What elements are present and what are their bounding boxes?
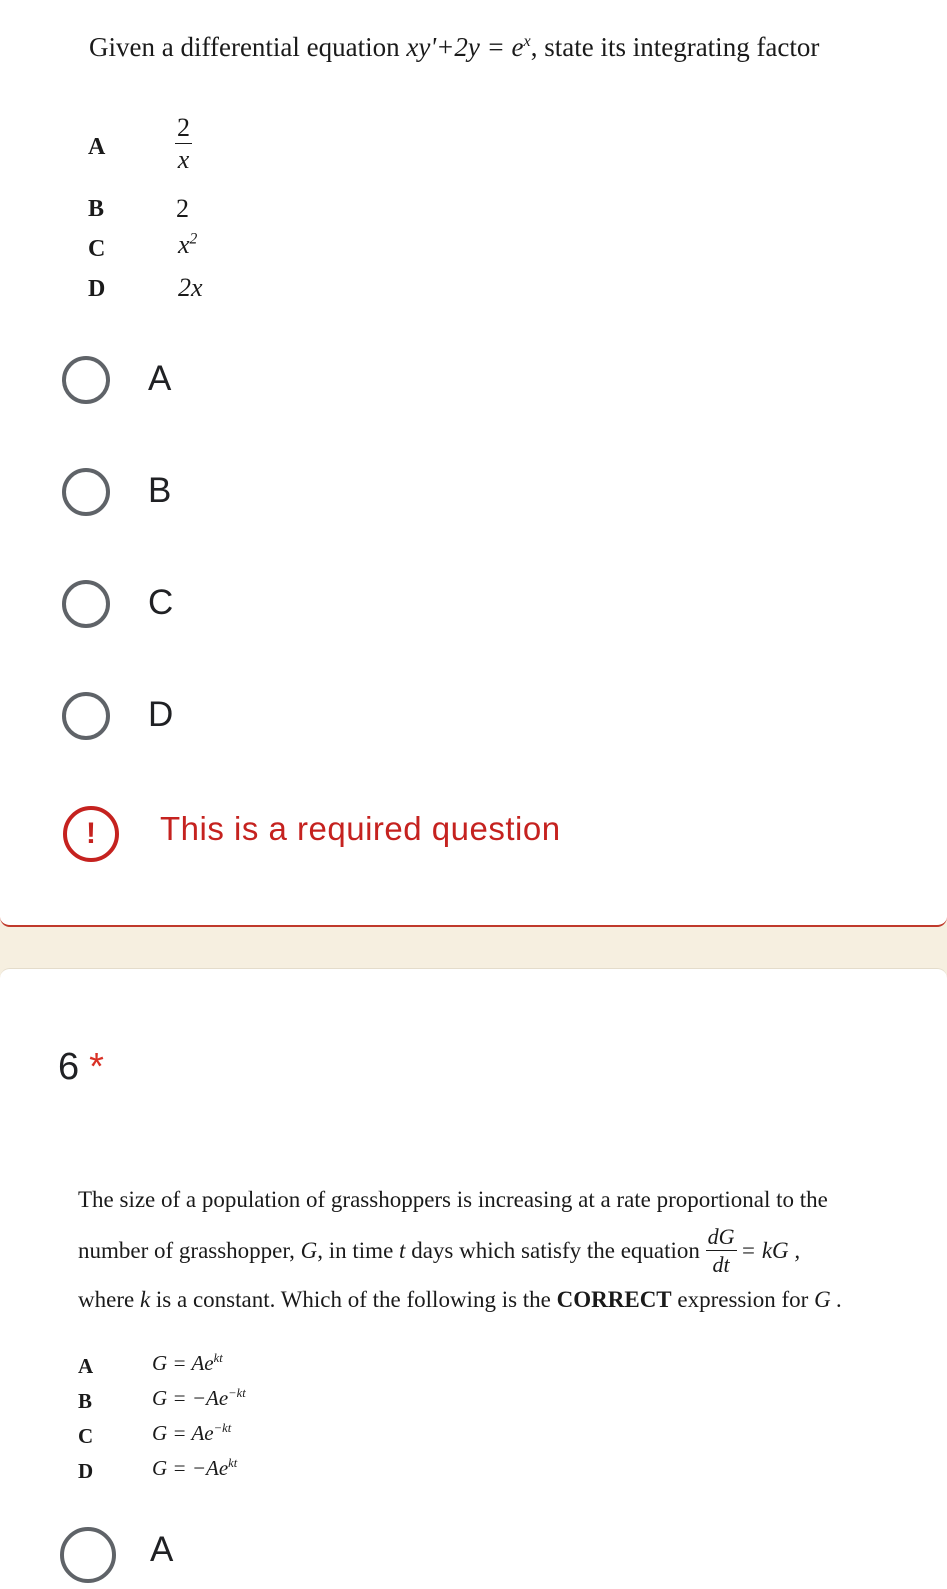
stem-text-after: , state its integrating factor xyxy=(530,32,820,62)
radio-b[interactable] xyxy=(62,468,110,516)
equation: $xy'+2y = e^x$ xyxy=(406,32,531,62)
q6-option-d-expr: $G = -Ae^{kt}$ xyxy=(152,1456,238,1480)
question-5-stem xyxy=(89,32,819,63)
option-b-letter: B xyxy=(88,196,105,222)
q6-option-c-expr: $G = Ae^{-kt}$ xyxy=(152,1421,232,1445)
q6-option-b-expr: $G = -Ae^{-kt}$ xyxy=(152,1386,246,1410)
option-a-fraction: $\frac{2}{x}$ xyxy=(177,113,190,175)
option-d-value: 2x xyxy=(178,273,203,302)
option-d-letter: D xyxy=(88,276,106,302)
option-c-letter: C xyxy=(88,236,106,262)
radio-c-label[interactable]: C xyxy=(148,583,174,622)
question-6-card xyxy=(0,968,947,1589)
option-b-value: 2 xyxy=(176,194,189,223)
derivative-fraction: $\frac{dG}{dt}$ xyxy=(707,1224,735,1278)
q6-option-d-letter: D xyxy=(78,1459,94,1483)
q6-option-c-letter: C xyxy=(78,1424,94,1448)
required-error-message: This is a required question xyxy=(160,810,561,847)
option-a-letter: A xyxy=(88,134,106,160)
error-icon: ! xyxy=(63,806,119,862)
question-6-number: 6 * xyxy=(58,1046,104,1088)
radio-b-label[interactable]: B xyxy=(148,471,172,510)
radio-a-label[interactable]: A xyxy=(148,359,172,398)
radio-d-label[interactable]: D xyxy=(148,695,174,734)
q6-stem-line-3: where k is a constant. Which of the following is the CORRECT expression for G . xyxy=(78,1287,843,1312)
q6-option-a-expr: $G = Ae^{kt}$ xyxy=(152,1351,223,1375)
q6-stem-line-1: The size of a population of grasshoppers is increasing at a rate proportional to the xyxy=(78,1187,828,1212)
q6-option-b-letter: B xyxy=(78,1389,93,1413)
q6-radio-a-label[interactable]: A xyxy=(150,1530,174,1569)
option-c-value: $x^2$ xyxy=(178,230,198,259)
q6-option-a-letter: A xyxy=(78,1354,94,1378)
q6-radio-a[interactable] xyxy=(60,1527,116,1583)
radio-c[interactable] xyxy=(62,580,110,628)
stem-text-before: Given a differential equation xyxy=(89,32,400,62)
radio-d[interactable] xyxy=(62,692,110,740)
required-star: * xyxy=(89,1046,104,1088)
radio-a[interactable] xyxy=(62,356,110,404)
q6-stem-line-2: number of grasshopper, G , in time t days which satisfy the equation $\frac{dG}{dt}$ = kG , xyxy=(78,1224,801,1278)
